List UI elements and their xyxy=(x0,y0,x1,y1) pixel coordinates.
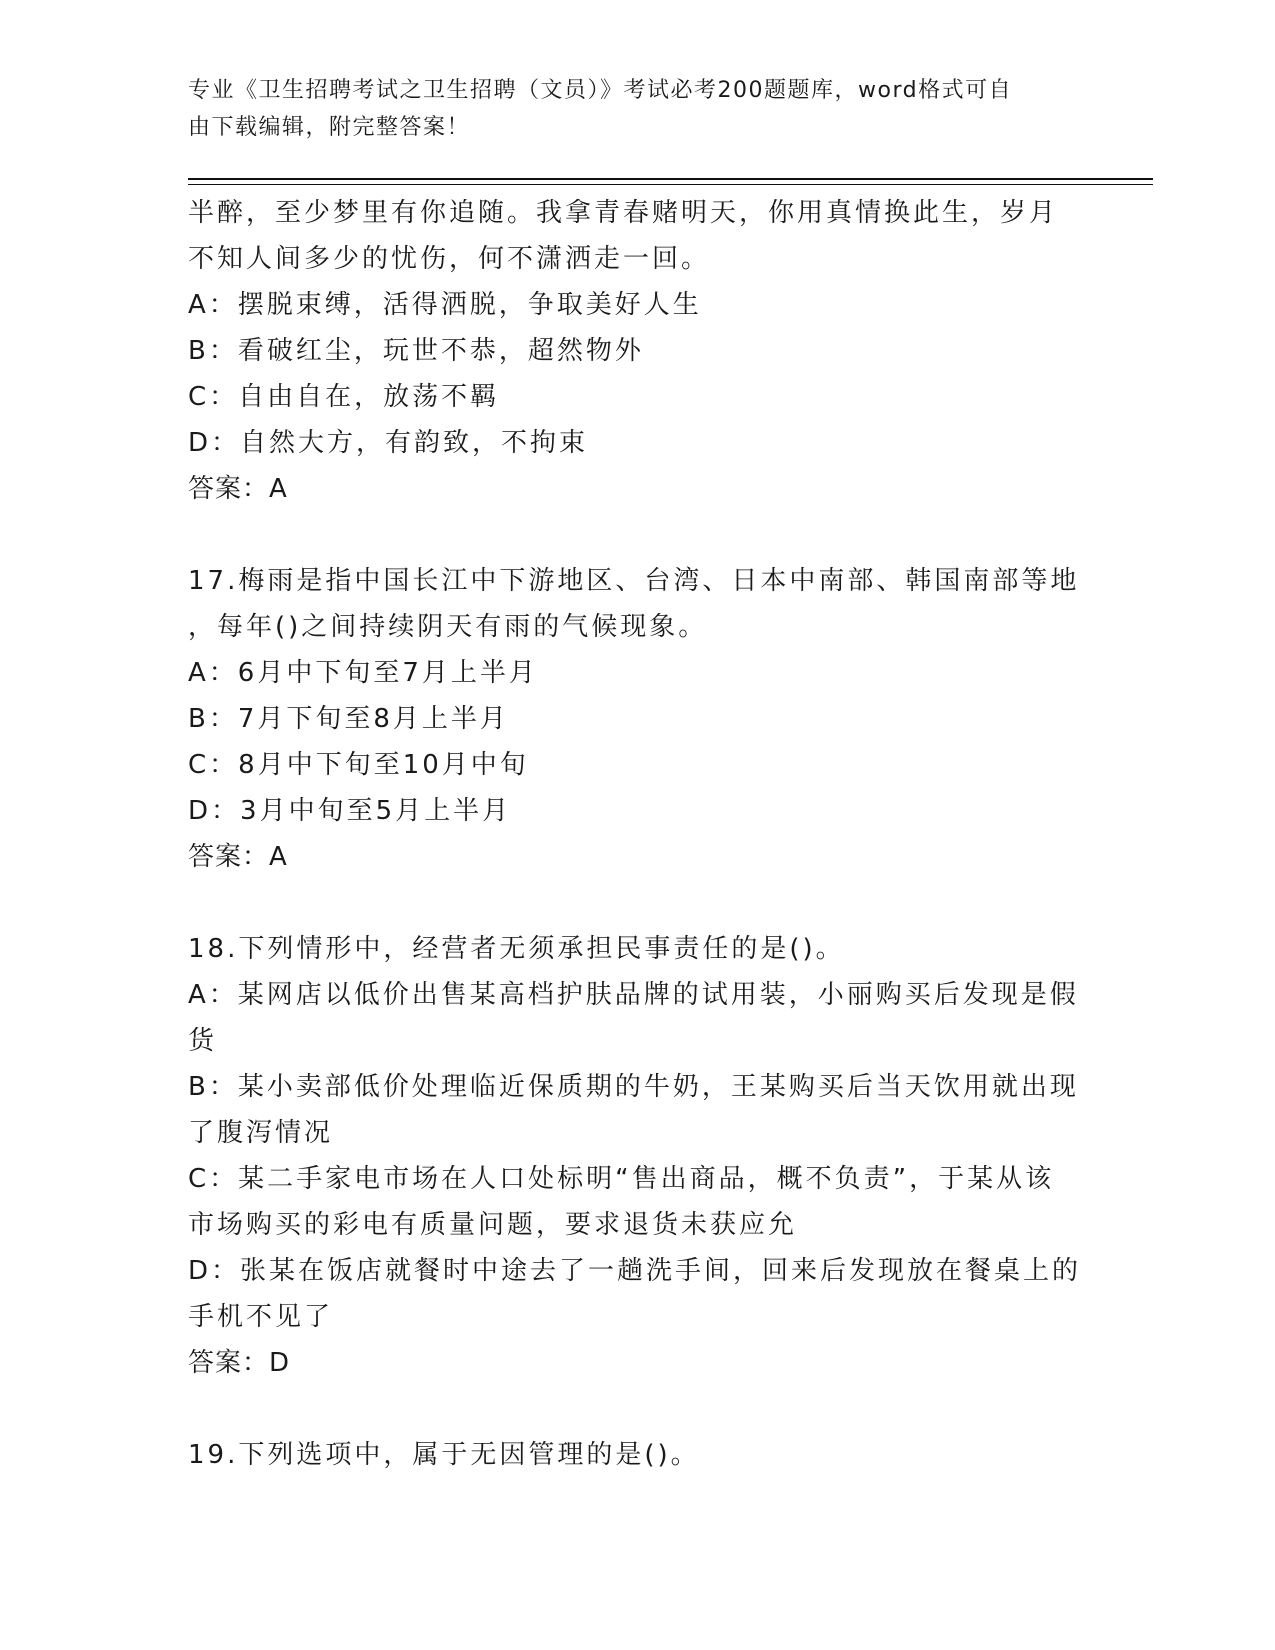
option-b: B：某小卖部低价处理临近保质期的牛奶，王某购买后当天饮用就出现 xyxy=(188,1072,1079,1102)
question-stem-line: 不知人间多少的忧伤，何不潇洒走一回。 xyxy=(188,244,711,274)
option-d: D：自然大方，有韵致，不拘束 xyxy=(188,428,589,458)
question-19 xyxy=(188,1432,1088,1478)
option-d-continuation: 手机不见了 xyxy=(188,1302,334,1332)
option-a: A：6月中下旬至7月上半月 xyxy=(188,658,538,688)
option-b: B：7月下旬至8月上半月 xyxy=(188,704,509,734)
spacer xyxy=(188,512,1088,558)
question-stem-line: ，每年()之间持续阴天有雨的气候现象。 xyxy=(188,612,708,642)
option-a: A：某网店以低价出售某高档护肤品牌的试用装，小丽购买后发现是假 xyxy=(188,980,1079,1010)
option-b-continuation: 了腹泻情况 xyxy=(188,1118,334,1148)
option-d: D：3月中旬至5月上半月 xyxy=(188,796,512,826)
option-c: C：8月中下旬至10月中旬 xyxy=(188,750,529,780)
answer-label: 答案：D xyxy=(188,1348,291,1378)
answer-label: 答案：A xyxy=(188,474,288,504)
question-16 xyxy=(188,190,1088,512)
option-c-continuation: 市场购买的彩电有质量问题，要求退货未获应允 xyxy=(188,1210,798,1240)
question-stem-line: 19.下列选项中，属于无因管理的是()。 xyxy=(188,1440,700,1470)
option-d: D：张某在饭店就餐时中途去了一趟洗手间，回来后发现放在餐桌上的 xyxy=(188,1256,1082,1286)
spacer xyxy=(188,1386,1088,1432)
question-18 xyxy=(188,926,1088,1386)
answer-label: 答案：A xyxy=(188,842,288,872)
header-line-2: 由下载编辑，附完整答案！ xyxy=(188,115,471,140)
question-stem-line: 18.下列情形中，经营者无须承担民事责任的是()。 xyxy=(188,934,845,964)
option-b: B：看破红尘，玩世不恭，超然物外 xyxy=(188,336,644,366)
question-stem-line: 半醉，至少梦里有你追随。我拿青春赌明天，你用真情换此生，岁月 xyxy=(188,198,1059,228)
header-divider-thick xyxy=(188,178,1153,180)
header-divider-thin xyxy=(188,184,1153,185)
header-line-1: 专业《卫生招聘考试之卫生招聘（文员）》考试必考200题题库，word格式可自 xyxy=(188,78,1013,103)
option-c: C：自由自在，放荡不羁 xyxy=(188,382,500,412)
option-c: C：某二手家电市场在人口处标明“售出商品，概不负责”，于某从该 xyxy=(188,1164,1055,1194)
document-header xyxy=(188,72,1088,146)
option-a-continuation: 货 xyxy=(188,1026,218,1056)
question-content xyxy=(188,190,1088,1478)
question-stem-line: 17.梅雨是指中国长江中下游地区、台湾、日本中南部、韩国南部等地 xyxy=(188,566,1080,596)
question-17 xyxy=(188,558,1088,880)
option-a: A：摆脱束缚，活得洒脱，争取美好人生 xyxy=(188,290,702,320)
spacer xyxy=(188,880,1088,926)
